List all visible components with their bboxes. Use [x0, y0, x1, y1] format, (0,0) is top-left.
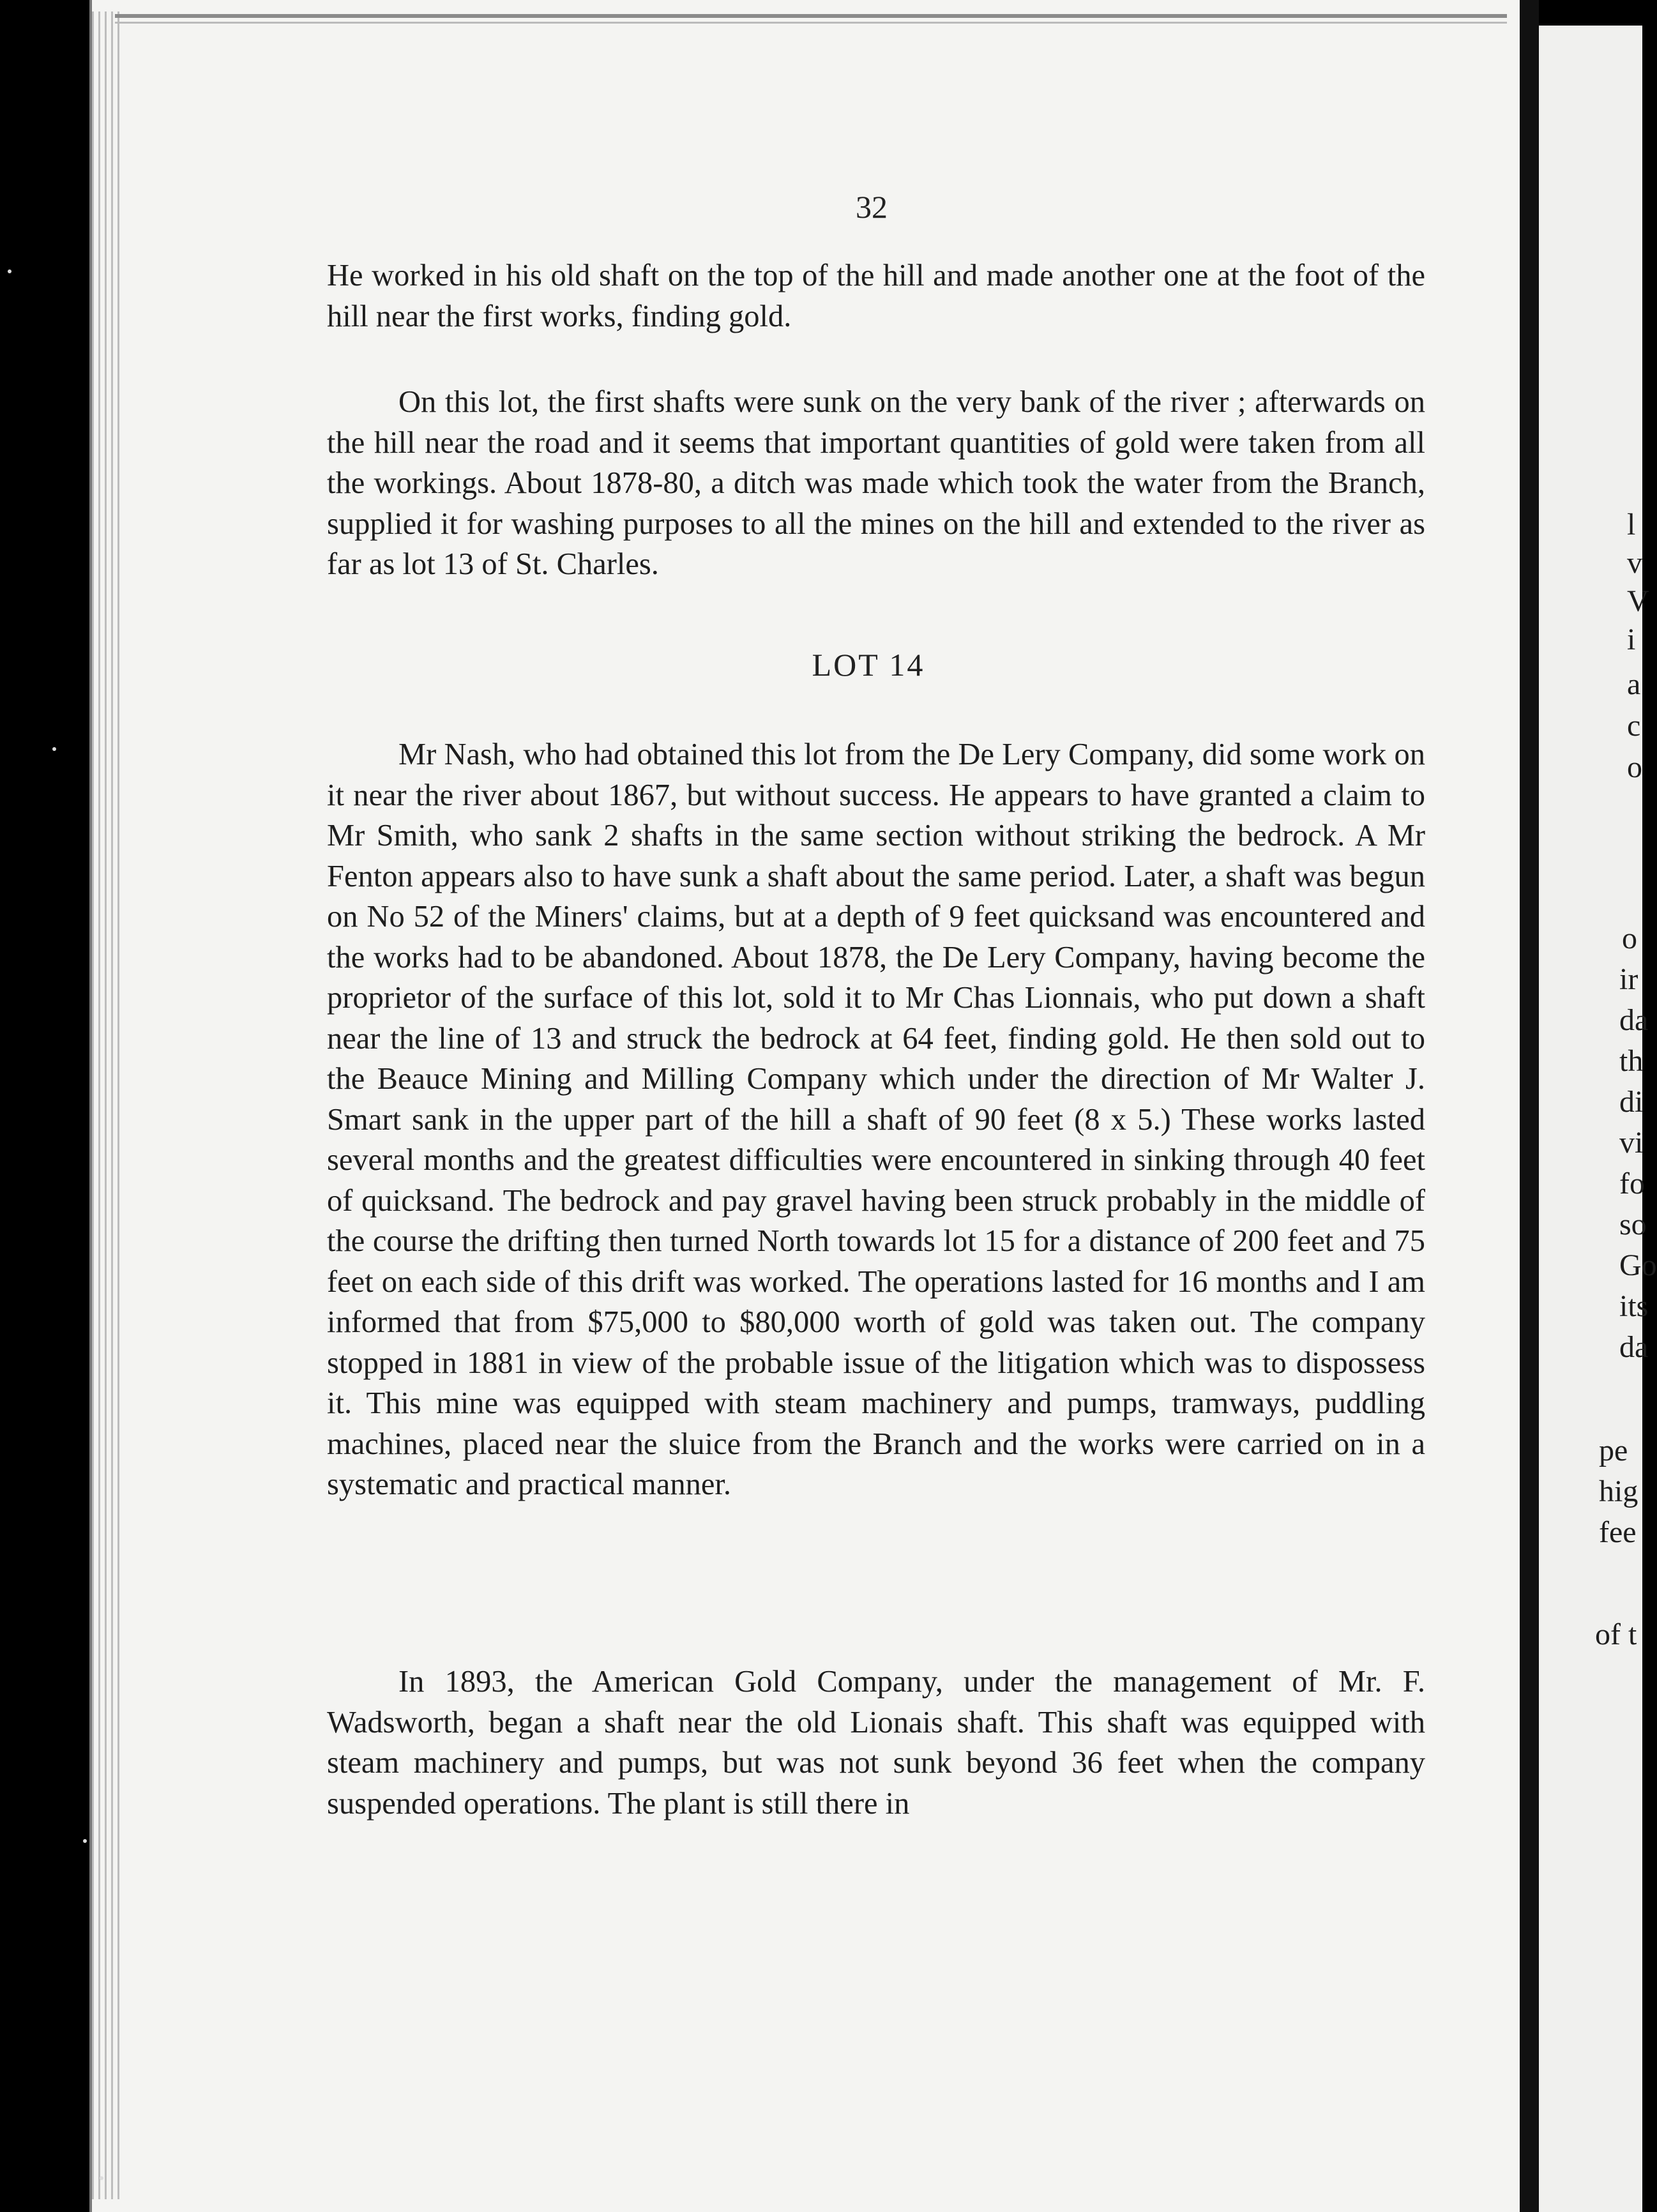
right-page-text-fragment: o — [1627, 750, 1642, 784]
page-edge-line — [117, 11, 119, 2199]
right-page-text-fragment: v — [1627, 546, 1642, 580]
right-page-text-fragment: V — [1627, 584, 1649, 618]
right-page-text-fragment: l — [1627, 508, 1636, 542]
right-page-text-fragment: pe — [1599, 1434, 1628, 1467]
dust-speck — [52, 747, 56, 751]
paragraph-text: He worked in his old shaft on the top of the hill and made another one at the foot of the hill near the first works, finding gold. — [327, 259, 1425, 333]
right-page-text-fragment: da — [1619, 1330, 1649, 1364]
right-page-text-fragment: di — [1619, 1085, 1644, 1119]
page-number: 32 — [856, 189, 888, 225]
right-page-text-fragment: of t — [1595, 1617, 1637, 1651]
right-page-text-fragment: fee — [1599, 1515, 1637, 1549]
right-page-text-fragment: vi — [1619, 1126, 1644, 1160]
paragraph-1 — [327, 255, 1425, 337]
right-page-text-fragment: its — [1619, 1289, 1649, 1323]
top-page-edge — [115, 14, 1507, 18]
right-page-text-fragment: hig — [1599, 1474, 1638, 1508]
book-gutter — [1520, 0, 1539, 2212]
right-page-text-fragment: o — [1622, 921, 1637, 955]
dust-speck — [83, 1839, 87, 1843]
right-page-text-fragment: th — [1619, 1044, 1644, 1078]
page-edge-line — [111, 11, 113, 2199]
paragraph-text: In 1893, the American Gold Company, under the management of Mr. F. Wadsworth, began a shaft near the old Lionais shaft. This shaft was equipped with steam machinery and pumps, but was not sunk beyond 36 feet when the company suspended operations. The plant is still there in — [327, 1665, 1425, 1821]
top-page-edge — [115, 22, 1507, 24]
dust-speck — [100, 2176, 103, 2180]
page-edge-line — [92, 11, 94, 2199]
paragraph-text: Mr Nash, who had obtained this lot from the De Lery Company, did some work on it near the river about 1867, but without success. He appears to have granted a claim to Mr Smith, who sank 2 shafts in the same section without striking the bedrock. A Mr Fenton appears also to have sunk a shaft about the same period. Later, a shaft was begun on No 52 of the Miners' claims, but at a depth of 9 feet quicksand was encountered and the works had to be abandoned. About 1878, the De Lery Company, having become the proprietor of the surface of this lot, sold it to Mr Chas Lionnais, who put down a shaft near the line of 13 and struck the bedrock at 64 feet, finding gold. He then sold out to the Beauce Mining and Milling Company which under the direction of Mr Walter J. Smart sank in the upper part of the hill a shaft of 90 feet (8 x 5.) These works lasted several months and the greatest difficulties were encountered in sinking through 40 feet of quicksand. The bedrock and pay gravel having been struck probably in the middle of the course the drifting then turned North towards lot 15 for a distance of 200 feet and 75 feet on each side of this drift was worked. The operations lasted for 16 months and I am informed that from $75,000 to $80,000 worth of gold was taken out. The company stopped in 1881 in view of the probable issue of the litigation which was to dispossess it. This mine was equipped with steam machinery and pumps, tramways, puddling machines, placed near the sluice from the Branch and the works were carried on in a systematic and practical manner. — [327, 738, 1425, 1501]
right-page-text-fragment: c — [1627, 709, 1641, 743]
paragraph-3 — [327, 734, 1425, 1505]
right-page-text-fragment: ir — [1619, 962, 1638, 996]
right-page-text-fragment: so — [1619, 1208, 1647, 1241]
paragraph-text: On this lot, the first shafts were sunk on the very bank of the river ; afterwards on the hill near the road and it seems that important quantities of gold were taken from all the workings. About 1878-80, a ditch was made which took the water from the Branch, supplied it for washing purposes to all the mines on the hill and extended to the river as far as lot 13 of St. Charles. — [327, 385, 1425, 581]
paragraph-2 — [327, 382, 1425, 585]
right-page-text-fragment: da — [1619, 1003, 1649, 1037]
section-heading: LOT 14 — [812, 647, 925, 683]
page-edge-line — [98, 11, 100, 2199]
right-page-text-fragment: a — [1627, 667, 1641, 701]
paragraph-4 — [327, 1662, 1425, 1824]
right-page-text-fragment: i — [1627, 623, 1636, 656]
right-page-text-fragment: Go — [1619, 1248, 1657, 1282]
right-page-text-fragment: fo — [1619, 1167, 1645, 1201]
page-edge-line — [105, 11, 107, 2199]
dust-speck — [8, 269, 11, 273]
